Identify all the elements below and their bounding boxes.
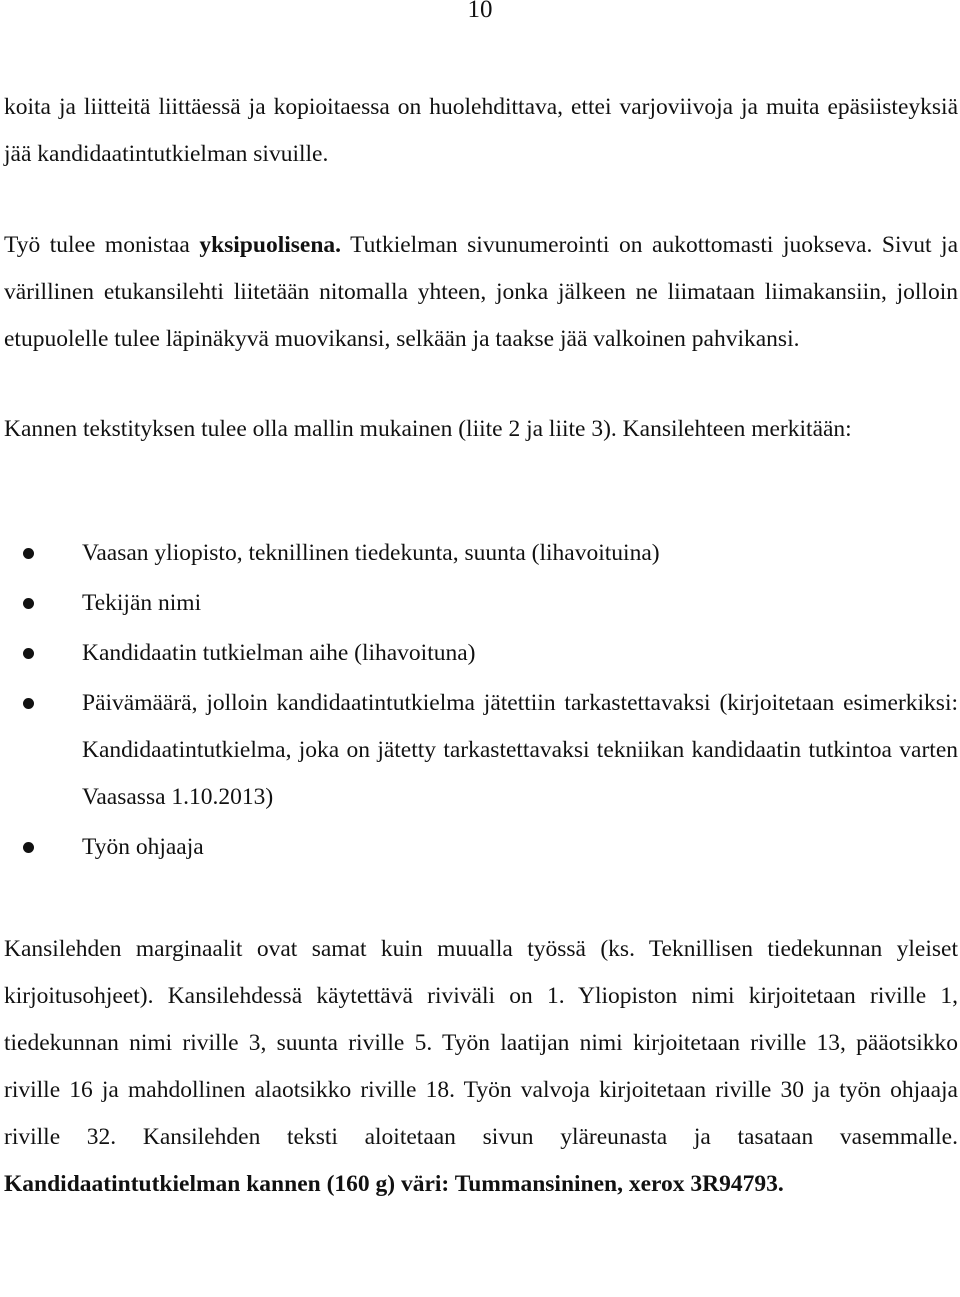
page-number: 10 xyxy=(467,0,493,23)
bullet-icon xyxy=(23,598,34,609)
bullet-icon xyxy=(23,842,34,853)
paragraph-cover-margins xyxy=(4,926,958,1208)
list-item-text: Päivämäärä, jolloin kandidaatintutkielma jätettiin tarkastettavaksi (kirjoitetaan esimerkiksi: Kandidaatintutkielma, joka on jätetty tarkastettavaksi tekniikan kandidaatin tutkintoa varten Vaasassa 1.10.2013) xyxy=(82,690,958,810)
list-item xyxy=(4,630,958,677)
paragraph-cover-text: Kannen tekstityksen tulee olla mallin mukainen (liite 2 ja liite 3). Kansilehteen merkitään: xyxy=(4,416,852,442)
list-item-text: Työn ohjaaja xyxy=(82,834,204,860)
cover-color-emphasis: Kandidaatintutkielman kannen (160 g) väri: Tummansininen, xerox 3R94793. xyxy=(4,1171,784,1197)
margins-text: Kansilehden marginaalit ovat samat kuin muualla työssä (ks. Teknillisen tiedekunnan yleiset kirjoitusohjeet). Kansilehdessä käytettävä riviväli on 1. Yliopiston nimi kirjoitetaan riville 1, tiedekunnan nimi riville 3, suunta riville 5. Työn laatijan nimi kirjoitetaan riville 13, pääotsikko riville 16 ja mahdollinen alaotsikko riville 18. Työn valvoja kirjoitetaan riville 30 ja työn ohjaaja riville 32. Kansilehden teksti aloitetaan sivun yläreunasta ja tasataan vasemmalle. xyxy=(4,936,958,1150)
bullet-icon xyxy=(23,648,34,659)
binding-text-rest: Tutkielman sivunumerointi on aukottomasti juokseva. Sivut ja värillinen etukansilehti liitetään nitomalla yhteen, jonka jälkeen ne liimataan liimakansiin, jolloin etupuolelle tulee läpinäkyvä muovikansi, selkään ja taakse jää valkoinen pahvikansi. xyxy=(4,232,958,352)
cover-items-list xyxy=(4,530,958,871)
bullet-icon xyxy=(23,548,34,559)
binding-emphasis: yksipuolisena. xyxy=(199,232,342,258)
list-item xyxy=(4,530,958,577)
list-item-text: Tekijän nimi xyxy=(82,590,202,616)
paragraph-copying-note: koita ja liitteitä liittäessä ja kopioitaessa on huolehdittava, ettei varjoviivoja ja muita epäsiisteyksiä jää kandidaatintutkielman sivuille. xyxy=(4,94,958,167)
list-item xyxy=(4,580,958,627)
paragraph-binding xyxy=(4,222,958,363)
bullet-icon xyxy=(23,698,34,709)
list-item xyxy=(4,824,958,871)
list-item-text: Kandidaatin tutkielman aihe (lihavoituna) xyxy=(82,640,476,666)
list-item xyxy=(4,680,958,821)
document-body xyxy=(4,84,958,1208)
list-item-text: Vaasan yliopisto, teknillinen tiedekunta, suunta (lihavoituina) xyxy=(82,540,660,566)
binding-text-start: Työ tulee monistaa xyxy=(4,232,200,258)
